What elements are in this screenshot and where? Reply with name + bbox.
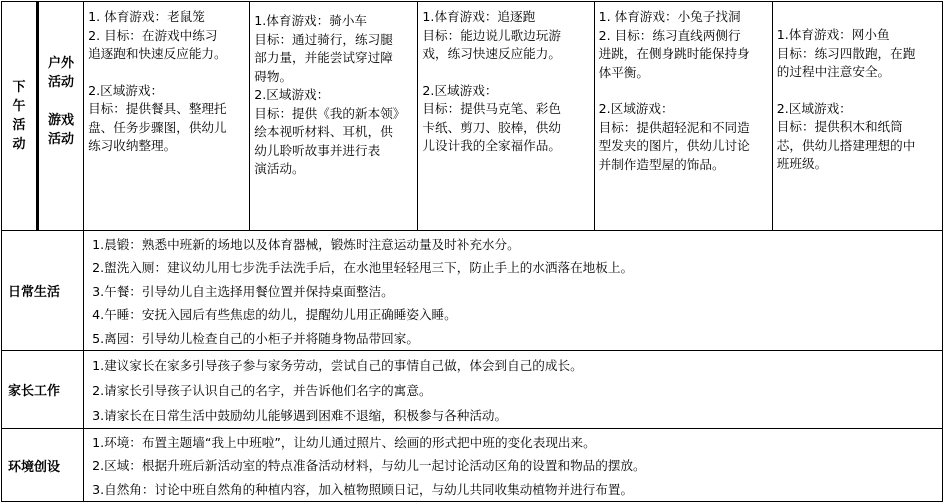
parents-work-label: 家长工作 <box>2 351 84 429</box>
activity-line: 2.区域游戏： <box>88 82 164 98</box>
activity-type-labels <box>38 2 84 231</box>
parents-work-item: 2.请家长引导孩子认识自己的名字，并告诉他们名字的寓意。 <box>92 383 432 399</box>
activity-line: 2.区域游戏： <box>422 82 498 98</box>
parents-work-item: 1.建议家长在家多引导孩子参与家务劳动，尝试自己的事情自己做，体会到自己的成长。 <box>92 358 583 374</box>
activity-line: 追逐跑和快速反应能力。 <box>88 46 227 61</box>
afternoon-day-3 <box>418 2 594 231</box>
weekly-plan-table <box>1 1 943 502</box>
activity-line: 练习收纳整理。 <box>88 138 177 153</box>
environment-content <box>84 429 943 502</box>
activity-line: 2.区域游戏： <box>776 100 852 116</box>
environment-item: 3.自然角：讨论中班自然角的种植内容，加入植物照顾日记，与幼儿共同收集动植物并进行布置。 <box>92 481 634 497</box>
daily-life-item: 4.午睡：安抚入园后有些焦虑的幼儿，提醒幼儿用正确睡姿入睡。 <box>92 307 457 323</box>
environment-item: 2.区域：根据升班后新活动室的特点准备活动材料，与幼儿一起讨论活动区角的设置和物品的摆放。 <box>92 458 646 474</box>
outdoor-activity-label: 户外 活动 <box>48 56 75 90</box>
afternoon-day-1 <box>84 2 250 231</box>
daily-life-item: 5.离园：引导幼儿检查自己的小柜子并将随身物品带回家。 <box>92 330 419 346</box>
afternoon-row <box>2 2 943 231</box>
activity-line: 演活动。 <box>254 161 305 176</box>
environment-label: 环境创设 <box>2 429 84 502</box>
activity-line: 2. 目标：在游戏中练习 <box>88 27 218 43</box>
activity-line: 卡纸、剪刀、胶棒，供幼 <box>422 119 561 135</box>
activity-line: 班班级。 <box>776 156 828 171</box>
activity-line: 2.区域游戏： <box>254 87 330 102</box>
activity-line: 1.体育游戏：追逐跑 <box>422 9 536 24</box>
activity-line: 并制作造型屋的饰品。 <box>598 156 725 172</box>
activity-line: 目标：提供《我的新本领》 <box>254 105 406 121</box>
parents-work-content <box>84 351 943 429</box>
activity-line: 部力量，并能尝试穿过障 <box>254 50 393 65</box>
afternoon-day-2 <box>250 2 418 231</box>
activity-line: 碍物。 <box>254 68 293 84</box>
daily-life-item: 1.晨锻：熟悉中班新的场地以及体育器械，锻炼时注意运动量及时补充水分。 <box>92 237 520 252</box>
afternoon-day-4 <box>594 2 772 231</box>
activity-line: 2. 目标：练习直线两侧行 <box>598 27 741 43</box>
activity-line: 目标：提供超轻泥和不同造 <box>598 119 750 135</box>
activity-line: 目标：提供积木和纸筒 <box>776 119 903 134</box>
activity-line: 目标：练习四散跑，在跑 <box>776 45 916 61</box>
afternoon-activity-label <box>2 2 38 231</box>
activity-line: 1. 体育游戏：老鼠笼 <box>88 9 205 24</box>
activity-line: 目标：能边说儿歌边玩游 <box>422 27 561 43</box>
activity-line: 戏，练习快速反应能力。 <box>422 46 561 61</box>
activity-line: 幼儿聆听故事并进行表 <box>254 142 381 158</box>
daily-life-label: 日常生活 <box>2 231 84 351</box>
label-char: 午 <box>12 99 26 114</box>
activity-line: 1.体育游戏：网小鱼 <box>776 27 890 42</box>
parents-work-item: 3.请家长在日常生活中鼓励幼儿能够遇到困难不退缩，积极参与各种活动。 <box>92 408 508 424</box>
activity-line: 体平衡。 <box>598 64 649 80</box>
activity-line: 1. 体育游戏：小兔子找洞 <box>598 9 741 24</box>
daily-life-content <box>84 231 943 351</box>
environment-item: 1.环境：布置主题墙“我上中班啦”，让幼儿通过照片、绘画的形式把中班的变化表现出来。 <box>92 435 596 451</box>
label-char: 动 <box>12 137 26 152</box>
activity-line: 进跳，在侧身跳时能保持身 <box>598 46 750 61</box>
game-activity-label: 游戏 活动 <box>48 113 75 147</box>
activity-line: 绘本视听材料、耳机，供 <box>254 124 393 139</box>
afternoon-day-5 <box>772 2 942 231</box>
activity-line: 儿设计我的全家福作品。 <box>422 138 561 153</box>
parents-work-row <box>2 351 943 429</box>
activity-line: 1.体育游戏：骑小车 <box>254 13 368 28</box>
activity-line: 目标：通过骑行，练习腿 <box>254 31 393 47</box>
activity-line: 目标：提供马克笔、彩色 <box>422 101 561 116</box>
environment-row <box>2 429 943 502</box>
activity-line: 目标：提供餐具、整理托 <box>88 101 227 116</box>
activity-line: 2.区域游戏： <box>598 101 674 116</box>
activity-line: 芯，供幼儿搭建理想的中 <box>776 137 916 153</box>
activity-line: 的过程中注意安全。 <box>776 64 891 79</box>
label-char: 下 <box>12 80 26 95</box>
activity-line: 盘、任务步骤图，供幼儿 <box>88 119 227 135</box>
daily-life-row <box>2 231 943 351</box>
daily-life-item: 3.午餐：引导幼儿自主选择用餐位置并保持桌面整洁。 <box>92 283 394 299</box>
label-char: 活 <box>12 118 26 133</box>
activity-line: 型发夹的图片，供幼儿讨论 <box>598 138 750 153</box>
daily-life-item: 2.盥洗入厕：建议幼儿用七步洗手法洗手后，在水池里轻轻甩三下，防止手上的水洒落在地板上。 <box>92 260 634 276</box>
